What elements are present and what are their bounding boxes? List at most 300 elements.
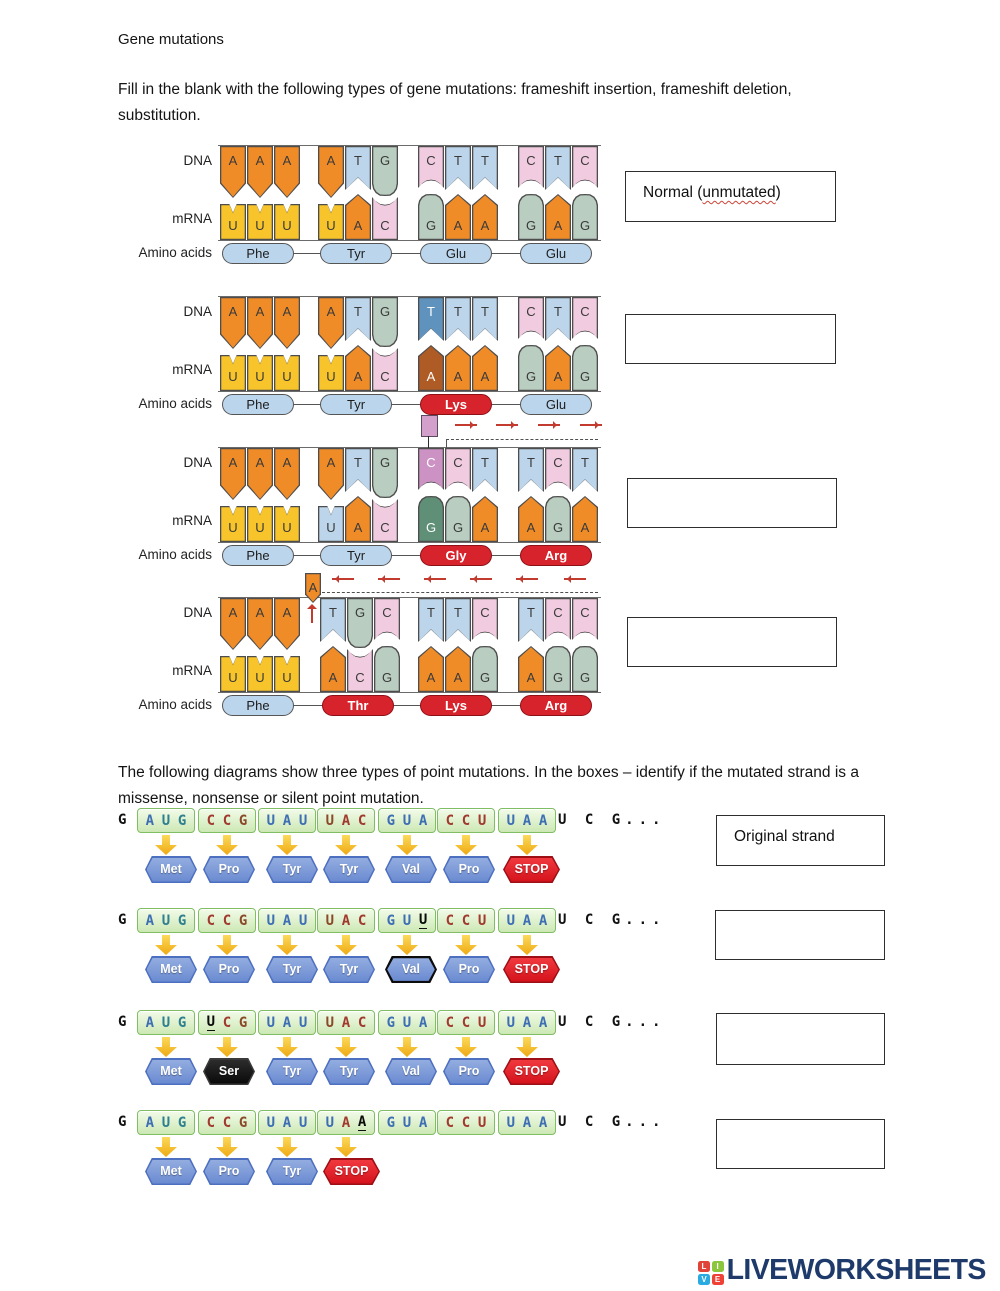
mrna-backbone-line [218,240,601,241]
nucleotide-mrna-c: C [372,348,398,391]
mrna-codon [318,194,398,240]
codon-box [198,1010,256,1035]
amino-connector-line [256,555,558,556]
codon-letter-a: A [145,912,155,929]
nucleotide-mrna-c: C [372,197,398,240]
codon-letter-u: U [298,1014,308,1031]
amino-hexagon-pro: Pro [443,856,495,883]
translation-arrow-icon [335,1137,357,1157]
codon-letter-c: C [461,912,471,929]
nucleotide-mrna-g: G [445,496,471,542]
nucleotide-mrna-a: A [445,646,471,692]
amino-acids-row-label: Amino acids [138,697,212,712]
mrna-backbone-line [218,542,601,543]
translation-arrow-icon [216,835,238,855]
nucleotide-dna-a: A [247,146,273,198]
codon-letter-u: U [477,812,487,829]
nucleotide-dna-t: T [418,598,444,642]
translation-arrow-icon [216,1037,238,1057]
codon-letter-a: A [341,1114,351,1131]
mrna-codon [418,345,498,391]
insertion-annotation [220,415,600,447]
shift-left-arrow-icon [516,578,538,580]
nucleotide-dna-a: A [274,146,300,198]
codon-letter-a: A [145,1014,155,1031]
translation-arrow-icon [335,935,357,955]
codon-box [498,908,556,933]
amino-acid-pill-glu: Glu [420,243,492,264]
nucleotide-dna-t: T [445,598,471,642]
codon-letter-c: C [357,1014,367,1031]
page-title: Gene mutations [118,31,224,48]
shift-right-arrow-icon [580,424,602,426]
nucleotide-dna-a: A [318,448,344,500]
answer-box-original-strand[interactable] [716,815,885,866]
answer-box-diagram2[interactable] [625,314,836,364]
nucleotide-mrna-a: A [518,496,544,542]
amino-hexagon-pro: Pro [443,956,495,983]
codon-letter-u: U [418,912,428,928]
original-strand-label: Original strand [734,828,835,845]
amino-hexagon-pro: Pro [443,1058,495,1085]
codon-letter-u: U [161,1014,171,1031]
nucleotide-dna-a: A [220,448,246,500]
leading-base: G [118,912,127,928]
codon-box [317,1110,375,1135]
codon-letter-c: C [445,812,455,829]
translation-arrow-icon [155,935,177,955]
amino-hexagon-val: Val [385,856,437,883]
nucleotide-dna-a: A [318,146,344,198]
nucleotide-mrna-u: U [247,355,273,391]
amino-connector-line [256,705,558,706]
amino-acid-pill-arg: Arg [520,545,592,566]
codon-letter-g: G [238,912,248,929]
answer-box-strand4[interactable] [716,1119,885,1169]
instructions-section1: Fill in the blank with the following types of gene mutations: frameshift insertion, frameshift deletion, substitution. [118,80,792,124]
nucleotide-mrna-u: U [274,506,300,542]
answer-box-diagram3[interactable] [627,478,837,528]
nucleotide-dna-t: T [472,146,498,190]
codon-letter-a: A [282,812,292,829]
translation-arrow-icon [155,1137,177,1157]
nucleotide-mrna-a: A [472,496,498,542]
translation-arrow-icon [276,1037,298,1057]
amino-hexagon-stop: STOP [503,1058,560,1085]
codon-letter-u: U [325,1114,335,1131]
codon-box [258,1110,316,1135]
codon-letter-u: U [402,912,412,929]
leading-base: G [118,1114,127,1130]
codon-letter-a: A [357,1114,367,1130]
nucleotide-dna-c: C [545,448,571,490]
codon-letter-g: G [386,1114,396,1131]
shift-right-arrow-icon [496,424,518,426]
amino-acid-row [220,695,600,716]
dna-codon [418,297,498,341]
nucleotide-dna-t: T [545,297,571,341]
codon-letter-u: U [402,1114,412,1131]
codon-box [317,1010,375,1035]
amino-acids-row-label: Amino acids [138,245,212,260]
deletion-arrow-head-icon [307,599,317,609]
codon-letter-u: U [477,1014,487,1031]
nucleotide-dna-c: C [518,297,544,339]
codon-letter-c: C [445,1114,455,1131]
translation-arrow-icon [516,835,538,855]
nucleotide-mrna-a: A [572,496,598,542]
nucleotide-mrna-a: A [345,194,371,240]
dna-codon [220,598,300,650]
amino-connector-line [256,404,558,405]
nucleotide-dna-a: A [247,598,273,650]
amino-hexagon-tyr: Tyr [266,1158,318,1185]
codon-letter-c: C [357,812,367,829]
dna-codon [418,598,498,642]
codon-letter-c: C [222,1114,232,1131]
nucleotide-mrna-g: G [374,646,400,692]
codon-letter-a: A [522,1014,532,1031]
codon-box [317,908,375,933]
codon-box [437,908,495,933]
amino-hexagon-met: Met [145,956,197,983]
amino-hexagon-pro: Pro [203,856,255,883]
amino-acid-pill-tyr: Tyr [320,394,392,415]
trailing-bases: U C G... [558,912,666,928]
codon-letter-u: U [161,1114,171,1131]
nucleotide-mrna-g: G [418,496,444,542]
amino-acid-pill-phe: Phe [222,243,294,264]
nucleotide-mrna-a: A [345,496,371,542]
amino-acids-row-label: Amino acids [138,396,212,411]
translation-arrow-icon [455,1037,477,1057]
codon-letter-c: C [206,912,216,929]
codon-letter-c: C [222,812,232,829]
mrna-row-label: mRNA [172,362,212,377]
translation-arrow-icon [516,935,538,955]
translation-arrow-icon [516,1037,538,1057]
new-reading-frame-dash [446,439,598,440]
liveworksheets-logo [698,1250,986,1287]
amino-acid-pill-tyr: Tyr [320,243,392,264]
nucleotide-dna-a: A [318,297,344,349]
amino-acid-pill-glu: Glu [520,243,592,264]
answer-box-normal[interactable] [625,171,836,222]
codon-box [437,1110,495,1135]
answer-box-normal-label: Normal (unmutated) [643,184,781,201]
nucleotide-mrna-u: U [247,204,273,240]
nucleotide-dna-a: A [247,297,273,349]
nucleotide-mrna-g: G [472,646,498,692]
nucleotide-mrna-u: U [274,656,300,692]
shift-left-arrow-icon [470,578,492,580]
translation-arrow-icon [396,835,418,855]
amino-hexagon-met: Met [145,1158,197,1185]
codon-letter-g: G [386,1014,396,1031]
codon-box [137,808,195,833]
shift-left-arrow-icon [424,578,446,580]
codon-box [137,1110,195,1135]
codon-letter-u: U [206,1014,216,1030]
nucleotide-mrna-g: G [545,496,571,542]
dna-codon [220,146,300,198]
deleted-nucleotide-a: A [305,573,321,603]
mrna-codon [418,194,498,240]
shift-right-arrow-icon [455,424,477,426]
amino-hexagon-tyr: Tyr [323,956,375,983]
dna-codon [220,448,300,500]
codon-letter-a: A [522,1114,532,1131]
answer-box-strand2[interactable] [715,910,885,960]
mrna-codon [318,496,398,542]
codon-letter-u: U [266,1014,276,1031]
trailing-bases: U C G... [558,812,666,828]
codon-letter-u: U [161,812,171,829]
new-reading-frame-dash [322,592,598,593]
nucleotide-mrna-u: U [318,204,344,240]
amino-hexagon-pro: Pro [203,956,255,983]
dna-codon [418,448,498,492]
translation-arrow-icon [276,835,298,855]
mrna-backbone-line [218,391,601,392]
dna-codon [320,598,400,648]
nucleotide-mrna-a: A [418,646,444,692]
codon-letter-a: A [418,812,428,829]
codon-letter-c: C [222,1014,232,1031]
translation-arrow-icon [155,835,177,855]
codon-letter-c: C [206,812,216,829]
nucleotide-mrna-u: U [220,355,246,391]
codon-letter-u: U [506,1014,516,1031]
codon-letter-u: U [477,912,487,929]
translation-arrow-icon [335,835,357,855]
codon-letter-g: G [238,1114,248,1131]
codon-letter-g: G [386,912,396,929]
mrna-row-label: mRNA [172,663,212,678]
shift-left-arrow-icon [332,578,354,580]
nucleotide-dna-t: T [345,448,371,492]
nucleotide-dna-g: G [372,297,398,347]
amino-hexagon-stop: STOP [503,856,560,883]
amino-acid-pill-phe: Phe [222,695,294,716]
nucleotide-mrna-u: U [220,656,246,692]
logo-letter-v: V [698,1274,710,1285]
mrna-codon [518,496,598,542]
amino-hexagon-tyr: Tyr [266,1058,318,1085]
nucleotide-dna-a: A [274,297,300,349]
nucleotide-dna-a: A [247,448,273,500]
codon-letter-u: U [506,1114,516,1131]
translation-arrow-icon [216,935,238,955]
nucleotide-dna-c: C [374,598,400,640]
codon-letter-a: A [522,812,532,829]
codon-letter-c: C [461,1014,471,1031]
codon-letter-a: A [341,912,351,929]
amino-acids-row-label: Amino acids [138,547,212,562]
codon-letter-u: U [298,912,308,929]
dna-codon [220,297,300,349]
codon-letter-c: C [445,1014,455,1031]
nucleotide-mrna-g: G [572,646,598,692]
mrna-codon [318,345,398,391]
codon-letter-g: G [177,812,187,829]
nucleotide-mrna-a: A [445,194,471,240]
nucleotide-mrna-g: G [518,345,544,391]
amino-hexagon-val: Val [385,1058,437,1085]
nucleotide-mrna-a: A [445,345,471,391]
nucleotide-mrna-a: A [320,646,346,692]
codon-box [378,808,436,833]
nucleotide-mrna-a: A [418,345,444,391]
translation-arrow-icon [455,935,477,955]
mrna-row-label: mRNA [172,513,212,528]
translation-arrow-icon [216,1137,238,1157]
codon-letter-c: C [461,1114,471,1131]
codon-letter-c: C [445,912,455,929]
dna-codon [418,146,498,190]
codon-letter-u: U [266,1114,276,1131]
nucleotide-dna-c: C [418,146,444,188]
codon-letter-c: C [461,812,471,829]
rna-strand-missense-mutation [118,1010,678,1090]
codon-letter-a: A [538,812,548,829]
amino-hexagon-tyr: Tyr [323,856,375,883]
amino-hexagon-val: Val [385,956,437,983]
codon-box [378,908,436,933]
dna-row-label: DNA [183,153,212,168]
dna-codon [318,448,398,500]
codon-letter-u: U [506,812,516,829]
nucleotide-dna-t: T [472,448,498,492]
nucleotide-mrna-c: C [347,649,373,692]
liveworksheets-wordmark: LIVEWORKSHEETS [726,1254,986,1286]
leading-base: G [118,1014,127,1030]
dna-row-label: DNA [183,605,212,620]
codon-letter-a: A [538,1114,548,1131]
codon-letter-u: U [266,912,276,929]
amino-acid-pill-glu: Glu [520,394,592,415]
codon-letter-g: G [238,1014,248,1031]
codon-letter-a: A [282,1014,292,1031]
nucleotide-dna-c: C [572,598,598,640]
mrna-row-label: mRNA [172,211,212,226]
liveworksheets-grid-icon [698,1261,724,1285]
codon-box [198,808,256,833]
codon-letter-a: A [538,1014,548,1031]
amino-connector-line [256,253,558,254]
rna-strand-original [118,808,678,888]
nucleotide-dna-c: C [572,146,598,188]
amino-acid-row [220,243,600,264]
amino-acid-pill-thr: Thr [322,695,394,716]
nucleotide-mrna-a: A [472,194,498,240]
rna-strand-silent-mutation [118,908,678,988]
nucleotide-dna-a: A [274,598,300,650]
translation-arrow-icon [155,1037,177,1057]
codon-box [258,1010,316,1035]
nucleotide-dna-t: T [572,448,598,492]
shift-left-arrow-icon [564,578,586,580]
codon-letter-u: U [266,812,276,829]
amino-acid-pill-phe: Phe [222,394,294,415]
codon-letter-a: A [418,1014,428,1031]
codon-box [498,1110,556,1135]
mrna-codon [518,194,598,240]
nucleotide-dna-c: C [572,297,598,339]
trailing-bases: U C G... [558,1114,666,1130]
codon-box [498,808,556,833]
mrna-codon [418,646,498,692]
translation-arrow-icon [396,935,418,955]
nucleotide-dna-t: T [472,297,498,341]
amino-acid-row [220,545,600,566]
nucleotide-dna-a: A [220,598,246,650]
nucleotide-dna-c: C [418,448,444,490]
codon-box [498,1010,556,1035]
codon-letter-a: A [538,912,548,929]
logo-letter-e: E [712,1274,724,1285]
instructions-section2: The following diagrams show three types of point mutations. In the boxes – identify if the mutated strand is a missense, nonsense or silent point mutation. [118,763,859,807]
amino-acid-row [220,394,600,415]
dna-codon [318,146,398,198]
amino-hexagon-stop: STOP [323,1158,380,1185]
amino-hexagon-stop: STOP [503,956,560,983]
nucleotide-dna-t: T [518,598,544,642]
nucleotide-mrna-g: G [572,345,598,391]
codon-box [317,808,375,833]
mrna-codon [220,194,300,240]
nucleotide-mrna-a: A [345,345,371,391]
nucleotide-mrna-u: U [318,506,344,542]
codon-letter-u: U [325,812,335,829]
deletion-arrow-line [311,609,313,623]
nucleotide-dna-g: G [372,448,398,498]
codon-letter-c: C [357,912,367,929]
nucleotide-dna-a: A [274,448,300,500]
codon-letter-u: U [325,912,335,929]
dna-codon [518,146,598,190]
nucleotide-mrna-g: G [518,194,544,240]
answer-box-diagram4[interactable] [627,617,837,667]
codon-letter-u: U [402,1014,412,1031]
mrna-codon [518,646,598,692]
codon-box [198,908,256,933]
codon-box [137,1010,195,1035]
answer-box-strand3[interactable] [716,1013,885,1065]
codon-box [258,808,316,833]
amino-hexagon-tyr: Tyr [266,956,318,983]
codon-box [198,1110,256,1135]
codon-letter-u: U [298,1114,308,1131]
frame-tick [446,439,447,448]
nucleotide-dna-c: C [518,146,544,188]
nucleotide-mrna-u: U [318,355,344,391]
codon-letter-u: U [325,1014,335,1031]
nucleotide-mrna-c: C [372,499,398,542]
codon-letter-a: A [282,1114,292,1131]
codon-letter-u: U [402,812,412,829]
mrna-codon [320,646,400,692]
nucleotide-mrna-u: U [220,204,246,240]
amino-hexagon-met: Met [145,856,197,883]
shift-left-arrow-icon [378,578,400,580]
codon-letter-g: G [386,812,396,829]
nucleotide-dna-t: T [445,297,471,341]
nucleotide-dna-t: T [345,297,371,341]
codon-letter-c: C [206,1114,216,1131]
amino-acid-pill-phe: Phe [222,545,294,566]
nucleotide-dna-t: T [345,146,371,190]
